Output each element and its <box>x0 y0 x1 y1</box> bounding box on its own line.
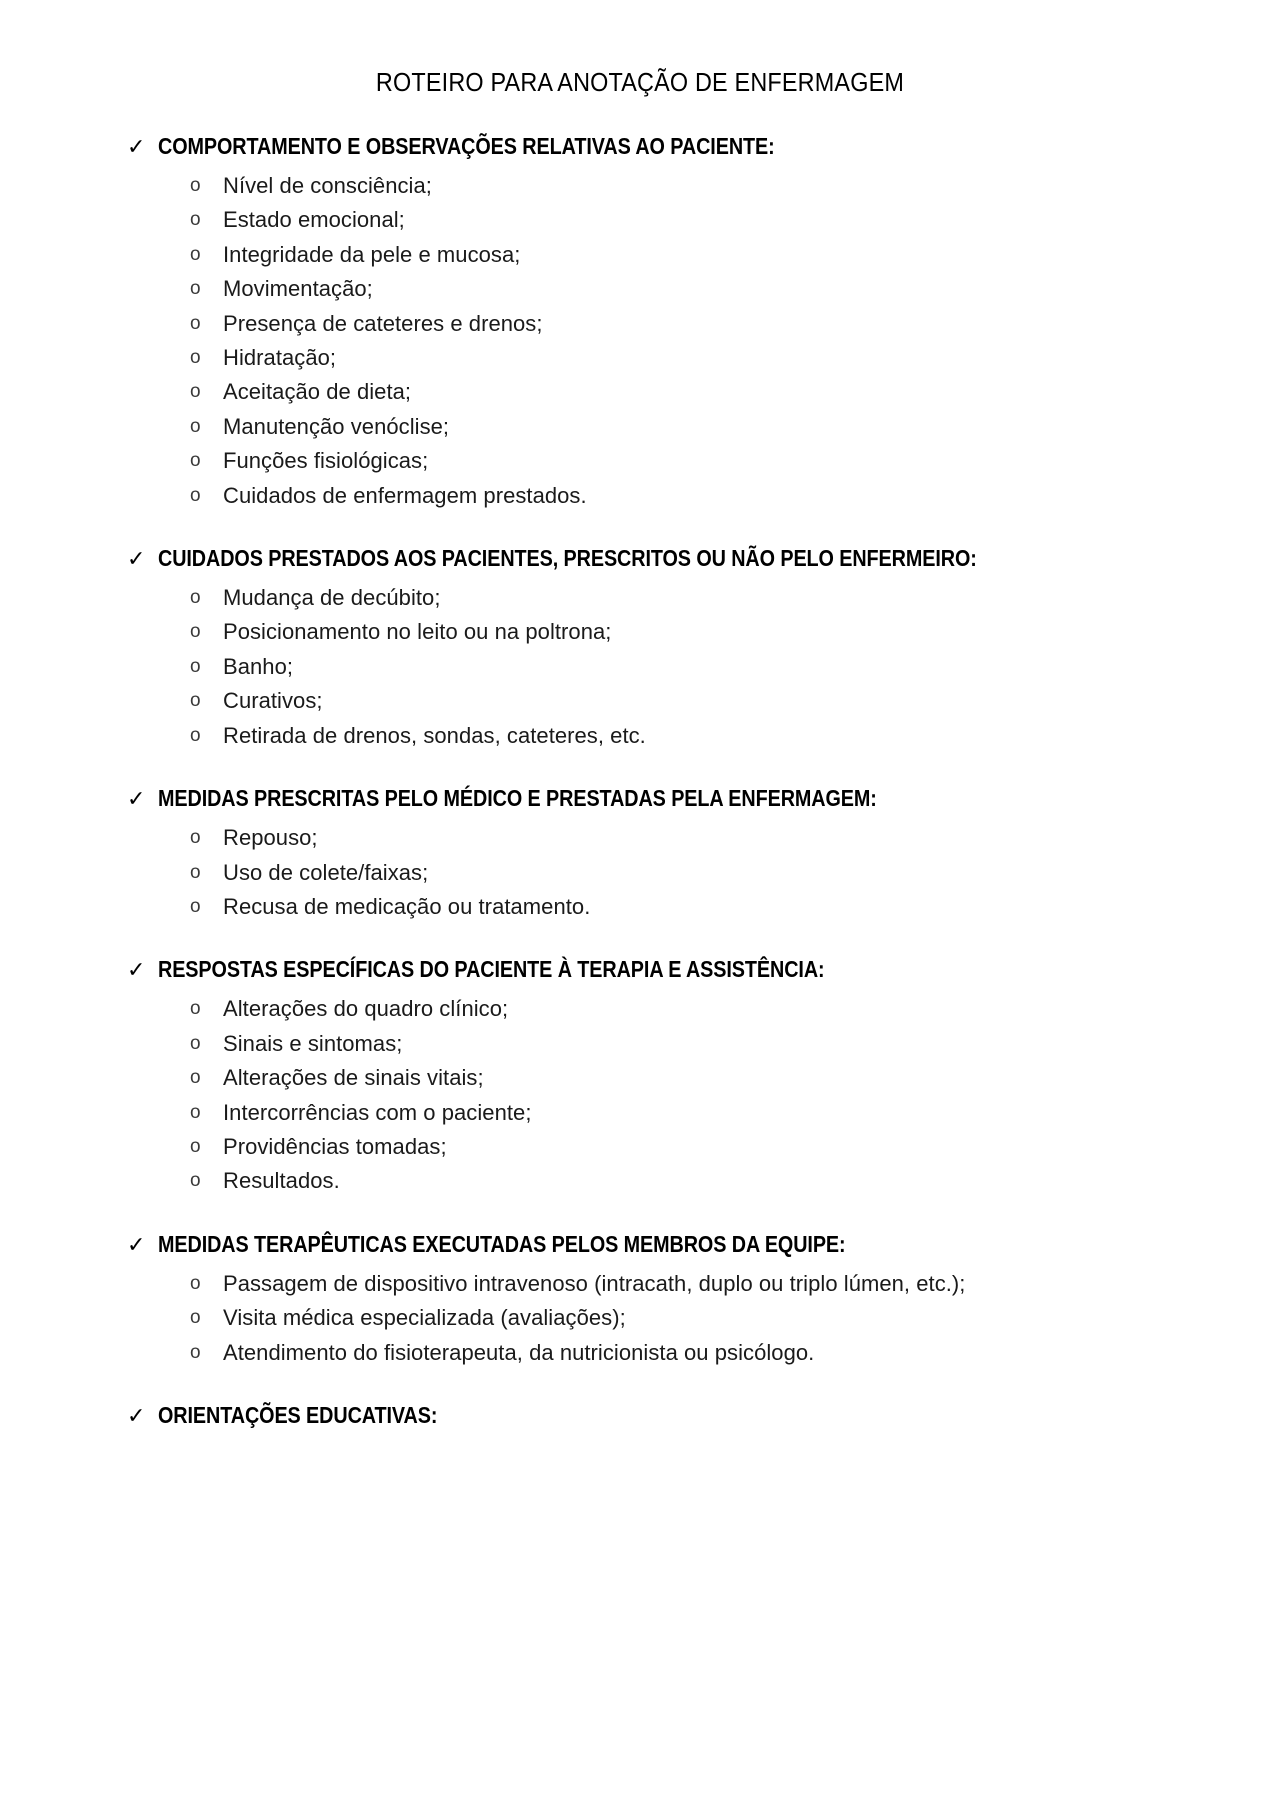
circle-bullet-icon: o <box>190 1272 201 1294</box>
list-item-text: Alterações de sinais vitais; <box>223 1065 484 1091</box>
circle-bullet-icon: o <box>190 1032 201 1054</box>
list-item-text: Alterações do quadro clínico; <box>223 996 509 1022</box>
checkmark-icon: ✓ <box>127 1231 146 1257</box>
circle-bullet-icon: o <box>190 655 201 677</box>
section-heading-text: MEDIDAS PRESCRITAS PELO MÉDICO E PRESTADAS PELA ENFERMAGEM: <box>158 785 877 812</box>
list-item-text: Resultados. <box>223 1168 340 1194</box>
list-item-text: Manutenção venóclise; <box>223 413 450 439</box>
list-item <box>0 856 1280 890</box>
sub-item-list <box>0 992 1280 1198</box>
list-item <box>0 890 1280 924</box>
page-title: ROTEIRO PARA ANOTAÇÃO DE ENFERMAGEM <box>375 67 905 97</box>
list-item-text: Banho; <box>223 653 294 679</box>
circle-bullet-icon: o <box>190 1307 201 1329</box>
circle-bullet-icon: o <box>190 243 201 265</box>
circle-bullet-icon: o <box>190 278 201 300</box>
list-item <box>0 1301 1280 1335</box>
list-item <box>0 581 1280 615</box>
section-heading <box>0 1229 1280 1260</box>
list-item-text: Integridade da pele e mucosa; <box>223 241 521 267</box>
list-item <box>0 1027 1280 1061</box>
sub-item-list <box>0 821 1280 924</box>
checkmark-icon: ✓ <box>127 1402 146 1428</box>
list-item <box>0 719 1280 753</box>
list-item <box>0 375 1280 409</box>
list-item <box>0 1164 1280 1198</box>
circle-bullet-icon: o <box>190 450 201 472</box>
circle-bullet-icon: o <box>190 1101 201 1123</box>
section-heading <box>0 783 1280 814</box>
list-item-text: Passagem de dispositivo intravenoso (intracath, duplo ou triplo lúmen, etc.); <box>223 1270 966 1296</box>
list-item <box>0 238 1280 272</box>
list-item <box>0 307 1280 341</box>
list-item <box>0 341 1280 375</box>
list-item <box>0 169 1280 203</box>
list-item <box>0 615 1280 649</box>
section <box>0 131 1280 513</box>
list-item <box>0 203 1280 237</box>
circle-bullet-icon: o <box>190 312 201 334</box>
section <box>0 543 1280 753</box>
list-item <box>0 821 1280 855</box>
circle-bullet-icon: o <box>190 724 201 746</box>
checkmark-icon: ✓ <box>127 546 146 572</box>
circle-bullet-icon: o <box>190 209 201 231</box>
list-item-text: Posicionamento no leito ou na poltrona; <box>223 619 612 645</box>
circle-bullet-icon: o <box>190 484 201 506</box>
circle-bullet-icon: o <box>190 587 201 609</box>
circle-bullet-icon: o <box>190 998 201 1020</box>
circle-bullet-icon: o <box>190 895 201 917</box>
list-item <box>0 479 1280 513</box>
section-heading <box>0 1400 1280 1431</box>
circle-bullet-icon: o <box>190 621 201 643</box>
section-heading-text: CUIDADOS PRESTADOS AOS PACIENTES, PRESCRITOS OU NÃO PELO ENFERMEIRO: <box>158 545 977 572</box>
list-item-text: Hidratação; <box>223 345 337 371</box>
list-item <box>0 650 1280 684</box>
list-item-text: Recusa de medicação ou tratamento. <box>223 893 591 919</box>
list-item-text: Mudança de decúbito; <box>223 585 441 611</box>
section <box>0 783 1280 924</box>
list-item <box>0 1061 1280 1095</box>
checkmark-icon: ✓ <box>127 786 146 812</box>
list-item <box>0 1130 1280 1164</box>
list-item <box>0 684 1280 718</box>
checkmark-icon: ✓ <box>127 957 146 983</box>
list-item <box>0 1267 1280 1301</box>
list-item-text: Cuidados de enfermagem prestados. <box>223 482 587 508</box>
list-item <box>0 992 1280 1026</box>
sub-item-list <box>0 1267 1280 1370</box>
checkmark-icon: ✓ <box>127 134 146 159</box>
list-item-text: Presença de cateteres e drenos; <box>223 310 543 336</box>
circle-bullet-icon: o <box>190 381 201 403</box>
list-item-text: Aceitação de dieta; <box>223 379 412 405</box>
list-item-text: Uso de colete/faixas; <box>223 859 429 885</box>
section-heading <box>0 543 1280 574</box>
circle-bullet-icon: o <box>190 175 201 196</box>
circle-bullet-icon: o <box>190 1170 201 1192</box>
circle-bullet-icon: o <box>190 861 201 883</box>
section-heading-text: ORIENTAÇÕES EDUCATIVAS: <box>158 1401 438 1428</box>
section-heading-text: COMPORTAMENTO E OBSERVAÇÕES RELATIVAS AO PACIENTE: <box>158 133 775 159</box>
circle-bullet-icon: o <box>190 690 201 712</box>
list-item-text: Curativos; <box>223 688 323 714</box>
circle-bullet-icon: o <box>190 1135 201 1157</box>
list-item-text: Movimentação; <box>223 276 373 302</box>
list-item-text: Atendimento do fisioterapeuta, da nutricionista ou psicólogo. <box>223 1339 815 1365</box>
list-item-text: Retirada de drenos, sondas, cateteres, etc. <box>223 722 646 748</box>
list-item-text: Funções fisiológicas; <box>223 448 429 474</box>
section-heading <box>0 131 1280 162</box>
list-item-text: Sinais e sintomas; <box>223 1030 403 1056</box>
section-heading-text: MEDIDAS TERAPÊUTICAS EXECUTADAS PELOS MEMBROS DA EQUIPE: <box>158 1230 846 1257</box>
section <box>0 1229 1280 1370</box>
list-item-text: Nível de consciência; <box>223 173 432 198</box>
circle-bullet-icon: o <box>190 827 201 849</box>
circle-bullet-icon: o <box>190 1067 201 1089</box>
section-heading-text: RESPOSTAS ESPECÍFICAS DO PACIENTE À TERAPIA E ASSISTÊNCIA: <box>158 956 825 983</box>
section-list <box>0 131 1280 1431</box>
list-item <box>0 272 1280 306</box>
list-item <box>0 410 1280 444</box>
circle-bullet-icon: o <box>190 347 201 369</box>
list-item-text: Estado emocional; <box>223 207 405 233</box>
sub-item-list <box>0 169 1280 513</box>
section <box>0 1400 1280 1431</box>
circle-bullet-icon: o <box>190 415 201 437</box>
list-item <box>0 444 1280 478</box>
section-heading <box>0 954 1280 985</box>
list-item <box>0 1096 1280 1130</box>
list-item-text: Providências tomadas; <box>223 1133 447 1159</box>
section <box>0 954 1280 1198</box>
list-item-text: Intercorrências com o paciente; <box>223 1099 532 1125</box>
list-item <box>0 1336 1280 1370</box>
sub-item-list <box>0 581 1280 753</box>
list-item-text: Visita médica especializada (avaliações); <box>223 1305 626 1331</box>
circle-bullet-icon: o <box>190 1341 201 1363</box>
list-item-text: Repouso; <box>223 825 318 851</box>
